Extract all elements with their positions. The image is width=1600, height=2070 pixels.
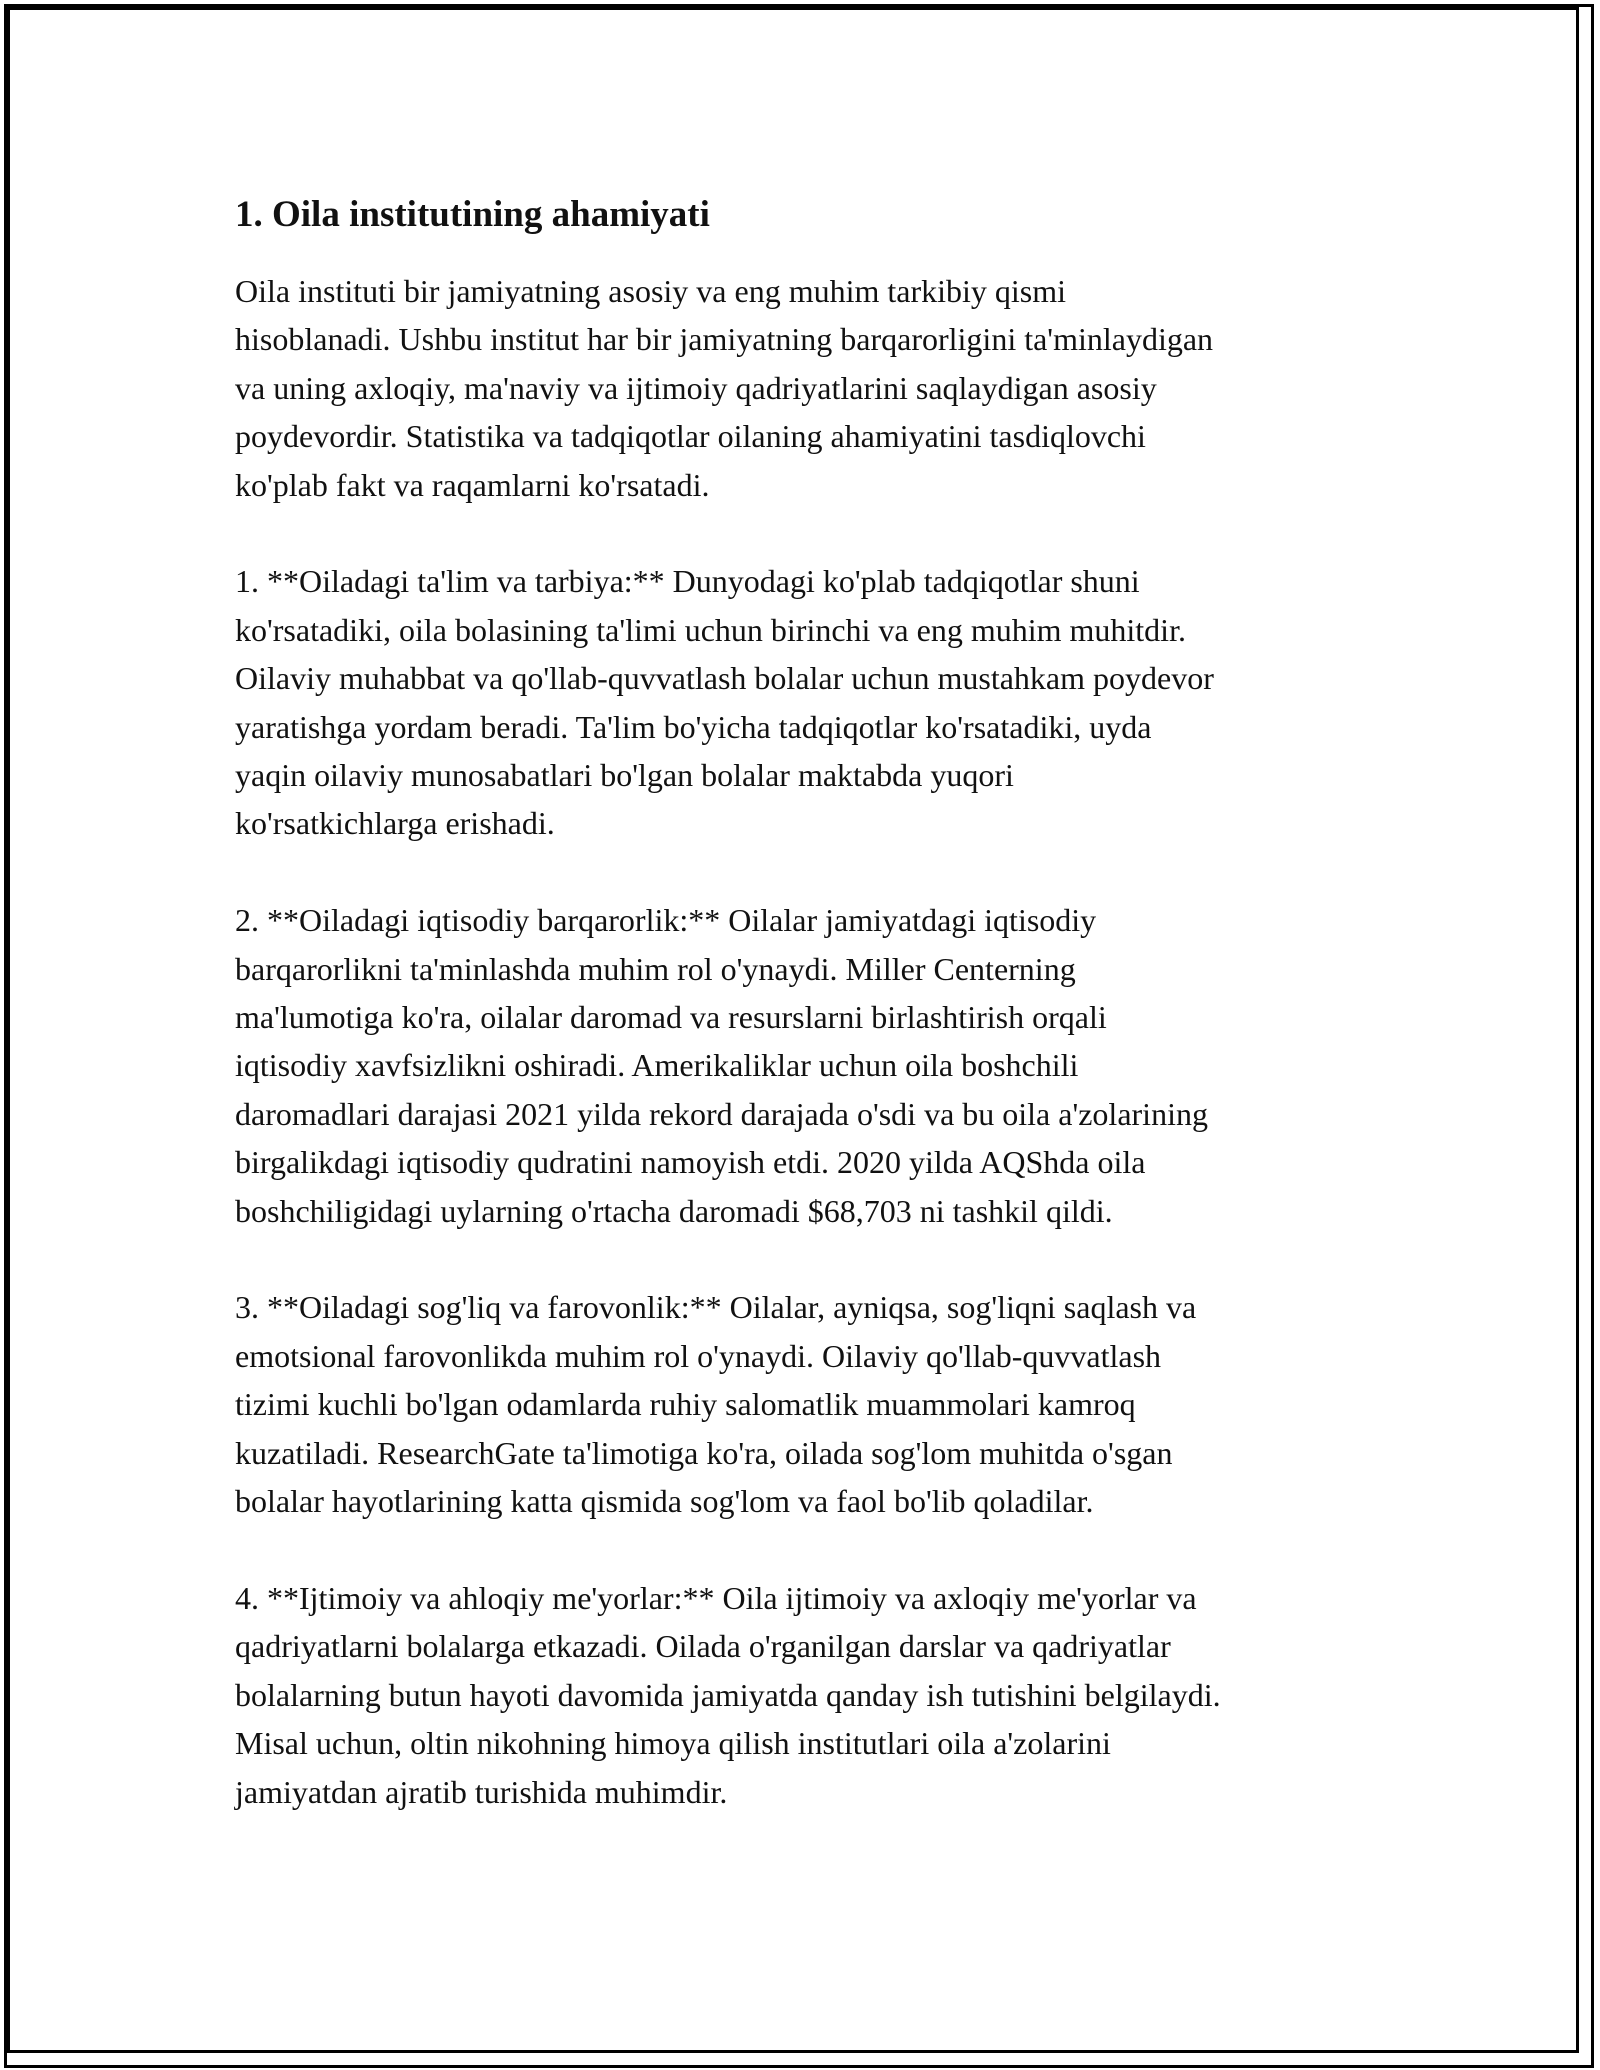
text-line: ma'lumotiga ko'ra, oilalar daromad va resurslarni birlashtirish orqali xyxy=(235,999,1107,1036)
text-line: Misal uchun, oltin nikohning himoya qilish institutlari oila a'zolarini xyxy=(235,1725,1111,1762)
text-line: jamiyatdan ajratib turishida muhimdir. xyxy=(235,1773,728,1810)
text-line: 2. **Oiladagi iqtisodiy barqarorlik:** Oilalar jamiyatdagi iqtisodiy xyxy=(235,902,1097,939)
text-line: hisoblanadi. Ushbu institut har bir jamiyatning barqarorligini ta'minlaydigan xyxy=(235,321,1214,358)
text-line: 4. **Ijtimoiy va ahloqiy me'yorlar:** Oila ijtimoiy va axloqiy me'yorlar va xyxy=(235,1579,1197,1616)
text-line: 1. **Oiladagi ta'lim va tarbiya:** Dunyodagi ko'plab tadqiqotlar shuni xyxy=(235,563,1140,600)
text-line: iqtisodiy xavfsizlikni oshiradi. Amerikaliklar uchun oila boshchili xyxy=(235,1047,1079,1084)
text-line: ko'rsatkichlarga erishadi. xyxy=(235,805,555,842)
text-line: Oilaviy muhabbat va qo'llab-quvvatlash bolalar uchun mustahkam poydevor xyxy=(235,660,1214,697)
text-line: ko'rsatadiki, oila bolasining ta'limi uchun birinchi va eng muhim muhitdir. xyxy=(235,611,1186,648)
paragraph-health xyxy=(235,1283,1385,1525)
text-line: ko'plab fakt va raqamlarni ko'rsatadi. xyxy=(235,466,710,503)
text-line: Oila instituti bir jamiyatning asosiy va eng muhim tarkibiy qismi xyxy=(235,273,1067,309)
text-line: yaratishga yordam beradi. Ta'lim bo'yicha tadqiqotlar ko'rsatadiki, uyda xyxy=(235,708,1152,745)
text-line: emotsional farovonlikda muhim rol o'ynaydi. Oilaviy qo'llab-quvvatlash xyxy=(235,1337,1162,1374)
text-line: 3. **Oiladagi sog'liq va farovonlik:** Oilalar, ayniqsa, sog'liqni saqlash va xyxy=(235,1289,1197,1326)
text-line: bolalar hayotlarining katta qismida sog'lom va faol bo'lib qoladilar. xyxy=(235,1483,1094,1520)
paragraph-education xyxy=(235,557,1385,847)
text-line: kuzatiladi. ResearchGate ta'limotiga ko'ra, oilada sog'lom muhitda o'sgan xyxy=(235,1434,1173,1471)
text-line: yaqin oilaviy munosabatlari bo'lgan bolalar maktabda yuqori xyxy=(235,757,1014,794)
text-line: boshchiligidagi uylarning o'rtacha daromadi $68,703 ni tashkil qildi. xyxy=(235,1192,1113,1229)
text-line: va uning axloqiy, ma'naviy va ijtimoiy qadriyatlarini saqlaydigan asosiy xyxy=(235,369,1157,406)
text-line: daromadlari darajasi 2021 yilda rekord darajada o'sdi va bu oila a'zolarining xyxy=(235,1095,1208,1132)
paragraph-social xyxy=(235,1574,1385,1816)
text-line: poydevordir. Statistika va tadqiqotlar oilaning ahamiyatini tasdiqlovchi xyxy=(235,418,1146,455)
text-line: birgalikdagi iqtisodiy qudratini namoyish etdi. 2020 yilda AQShda oila xyxy=(235,1144,1146,1181)
paragraph-intro xyxy=(235,267,1385,509)
text-line: tizimi kuchli bo'lgan odamlarda ruhiy salomatlik muammolari kamroq xyxy=(235,1386,1136,1423)
text-line: barqarorlikni ta'minlashda muhim rol o'ynaydi. Miller Centerning xyxy=(235,950,1076,987)
text-line: bolalarning butun hayoti davomida jamiyatda qanday ish tutishini belgilaydi. xyxy=(235,1676,1221,1713)
text-line: qadriyatlarni bolalarga etkazadi. Oilada o'rganilgan darslar va qadriyatlar xyxy=(235,1628,1171,1665)
paragraph-economic xyxy=(235,896,1385,1235)
page-title: 1. Oila institutining ahamiyati xyxy=(235,194,710,235)
document-body xyxy=(235,185,1385,1864)
